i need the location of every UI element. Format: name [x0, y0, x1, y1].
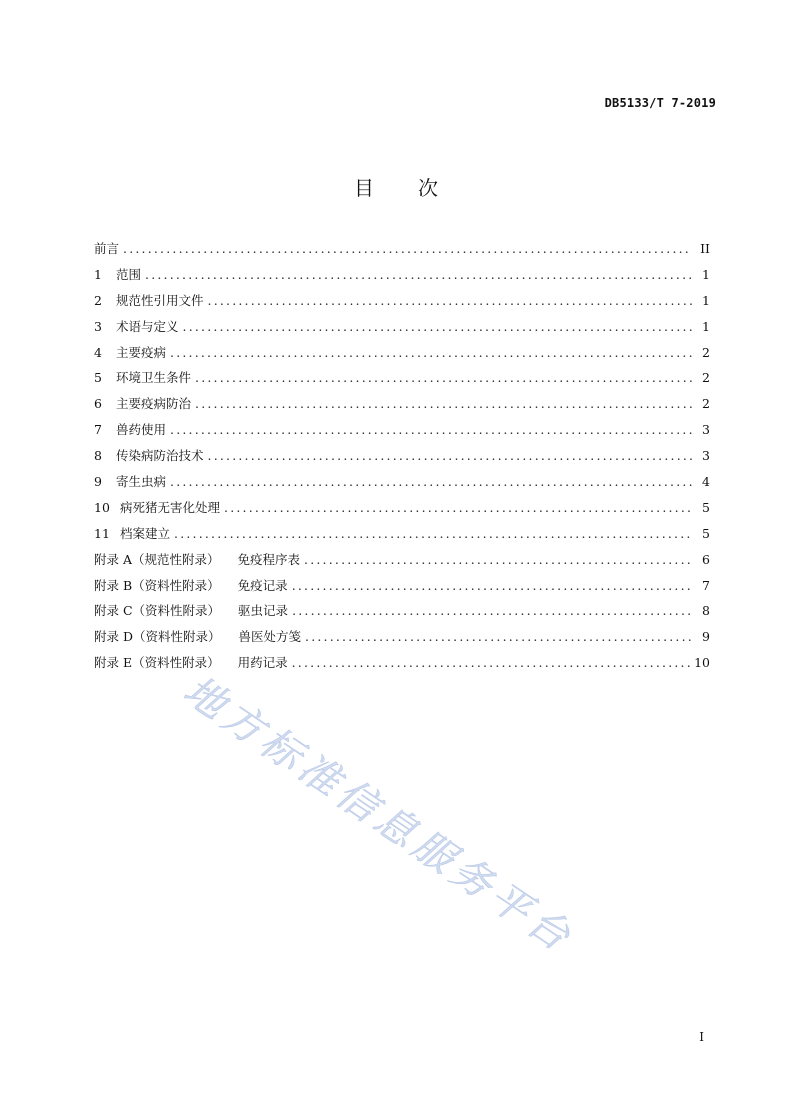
toc-entry-number: 7: [94, 422, 102, 438]
toc-entry-page: 1: [702, 266, 710, 282]
toc-entry-label: 免疫程序表: [237, 551, 301, 567]
toc-entry-page: 1: [702, 292, 710, 308]
toc-entry-number: 8: [94, 448, 102, 464]
toc-entry-number: 4: [94, 344, 102, 360]
toc-leader-dots: [208, 288, 692, 314]
title-char-2: 次: [418, 176, 438, 200]
toc-entry-page: II: [700, 241, 710, 256]
toc-entry[interactable]: [94, 469, 710, 495]
toc-entry[interactable]: [94, 365, 710, 391]
toc-leader-dots: [195, 365, 692, 391]
toc-entry[interactable]: [94, 495, 710, 521]
toc-entry-label: 免疫记录: [237, 577, 288, 593]
toc-leader-dots: [174, 521, 692, 547]
toc-leader-dots: [183, 314, 692, 340]
toc-entry-number: 10: [94, 499, 110, 515]
toc-entry[interactable]: [94, 443, 710, 469]
toc-entry-page: 3: [702, 422, 710, 438]
toc-entry-label: 用药记录: [237, 655, 288, 671]
toc-entry-page: 7: [702, 577, 710, 593]
toc-entry-number: 9: [94, 474, 102, 490]
toc-leader-dots: [170, 340, 692, 366]
toc-appendix-number: 附录 B（资料性附录）: [94, 577, 220, 593]
toc-entry[interactable]: [94, 391, 710, 417]
toc-entry[interactable]: [94, 262, 710, 288]
toc-leader-dots: [145, 262, 692, 288]
toc-entry-page: 5: [702, 499, 710, 515]
toc-entry-label: 驱虫记录: [238, 603, 289, 619]
toc-entry-label: 病死猪无害化处理: [120, 499, 221, 515]
toc-entry-appendix[interactable]: [94, 650, 710, 676]
toc-entry-label: 术语与定义: [116, 318, 179, 334]
toc-entry-label: 前言: [94, 241, 120, 256]
toc-entry-page: 5: [702, 525, 710, 541]
toc-leader-dots: [292, 573, 692, 599]
toc-appendix-number: 附录 A（规范性附录）: [94, 551, 220, 567]
toc-entry-appendix[interactable]: [94, 573, 710, 599]
table-of-contents: [94, 236, 710, 676]
toc-leader-dots: [208, 443, 692, 469]
page-title: [0, 172, 792, 201]
toc-entry-appendix[interactable]: [94, 547, 710, 573]
toc-entry[interactable]: [94, 340, 710, 366]
toc-entry-label: 档案建立: [120, 525, 171, 541]
toc-entry-number: 11: [94, 525, 110, 541]
toc-appendix-number: 附录 D（资料性附录）: [94, 629, 221, 645]
toc-appendix-number: 附录 E（资料性附录）: [94, 655, 220, 671]
toc-entry-label: 主要疫病防治: [116, 396, 192, 412]
toc-entry-page: 4: [702, 474, 710, 490]
toc-entry-label: 兽医处方笺: [238, 629, 302, 645]
toc-leader-dots: [292, 650, 690, 676]
toc-entry-page: 6: [702, 551, 710, 567]
toc-entry-page: 1: [702, 318, 710, 334]
toc-leader-dots: [170, 417, 692, 443]
toc-appendix-number: 附录 C（资料性附录）: [94, 603, 221, 619]
toc-entry-page: 2: [702, 344, 710, 360]
toc-entry-page: 9: [702, 629, 710, 645]
toc-entry-number: 6: [94, 396, 102, 412]
page-number: I: [699, 1030, 704, 1044]
toc-leader-dots: [292, 598, 692, 624]
toc-entry-label: 范围: [116, 266, 142, 282]
toc-entry-label: 主要疫病: [116, 344, 167, 360]
toc-entry-page: 8: [702, 603, 710, 619]
toc-entry-number: 5: [94, 370, 102, 386]
toc-leader-dots: [304, 547, 692, 573]
toc-entry-number: 2: [94, 292, 102, 308]
toc-entry-label: 环境卫生条件: [116, 370, 192, 386]
watermark: 地方标准信息服务平台: [175, 667, 583, 963]
toc-entry-page: 10: [694, 655, 710, 671]
toc-entry-label: 兽药使用: [116, 422, 167, 438]
toc-entry[interactable]: [94, 417, 710, 443]
toc-entry[interactable]: [94, 288, 710, 314]
toc-entry-label: 寄生虫病: [116, 474, 167, 490]
toc-entry-page: 2: [702, 370, 710, 386]
title-char-1: 目: [354, 176, 374, 200]
toc-leader-dots: [170, 469, 692, 495]
toc-entry[interactable]: [94, 314, 710, 340]
standard-code: DB5133/T 7-2019: [604, 96, 716, 110]
toc-entry-page: 2: [702, 396, 710, 412]
toc-entry[interactable]: [94, 521, 710, 547]
toc-leader-dots: [305, 624, 692, 650]
toc-entry-label: 传染病防治技术: [116, 448, 204, 464]
toc-leader-dots: [123, 236, 692, 262]
toc-entry-preface[interactable]: [94, 236, 710, 262]
toc-leader-dots: [224, 495, 692, 521]
toc-entry-appendix[interactable]: [94, 624, 710, 650]
toc-entry-label: 规范性引用文件: [116, 292, 204, 308]
toc-entry-appendix[interactable]: [94, 598, 710, 624]
toc-leader-dots: [195, 391, 692, 417]
toc-entry-number: 3: [94, 318, 102, 334]
toc-entry-number: 1: [94, 266, 102, 282]
toc-entry-page: 3: [702, 448, 710, 464]
